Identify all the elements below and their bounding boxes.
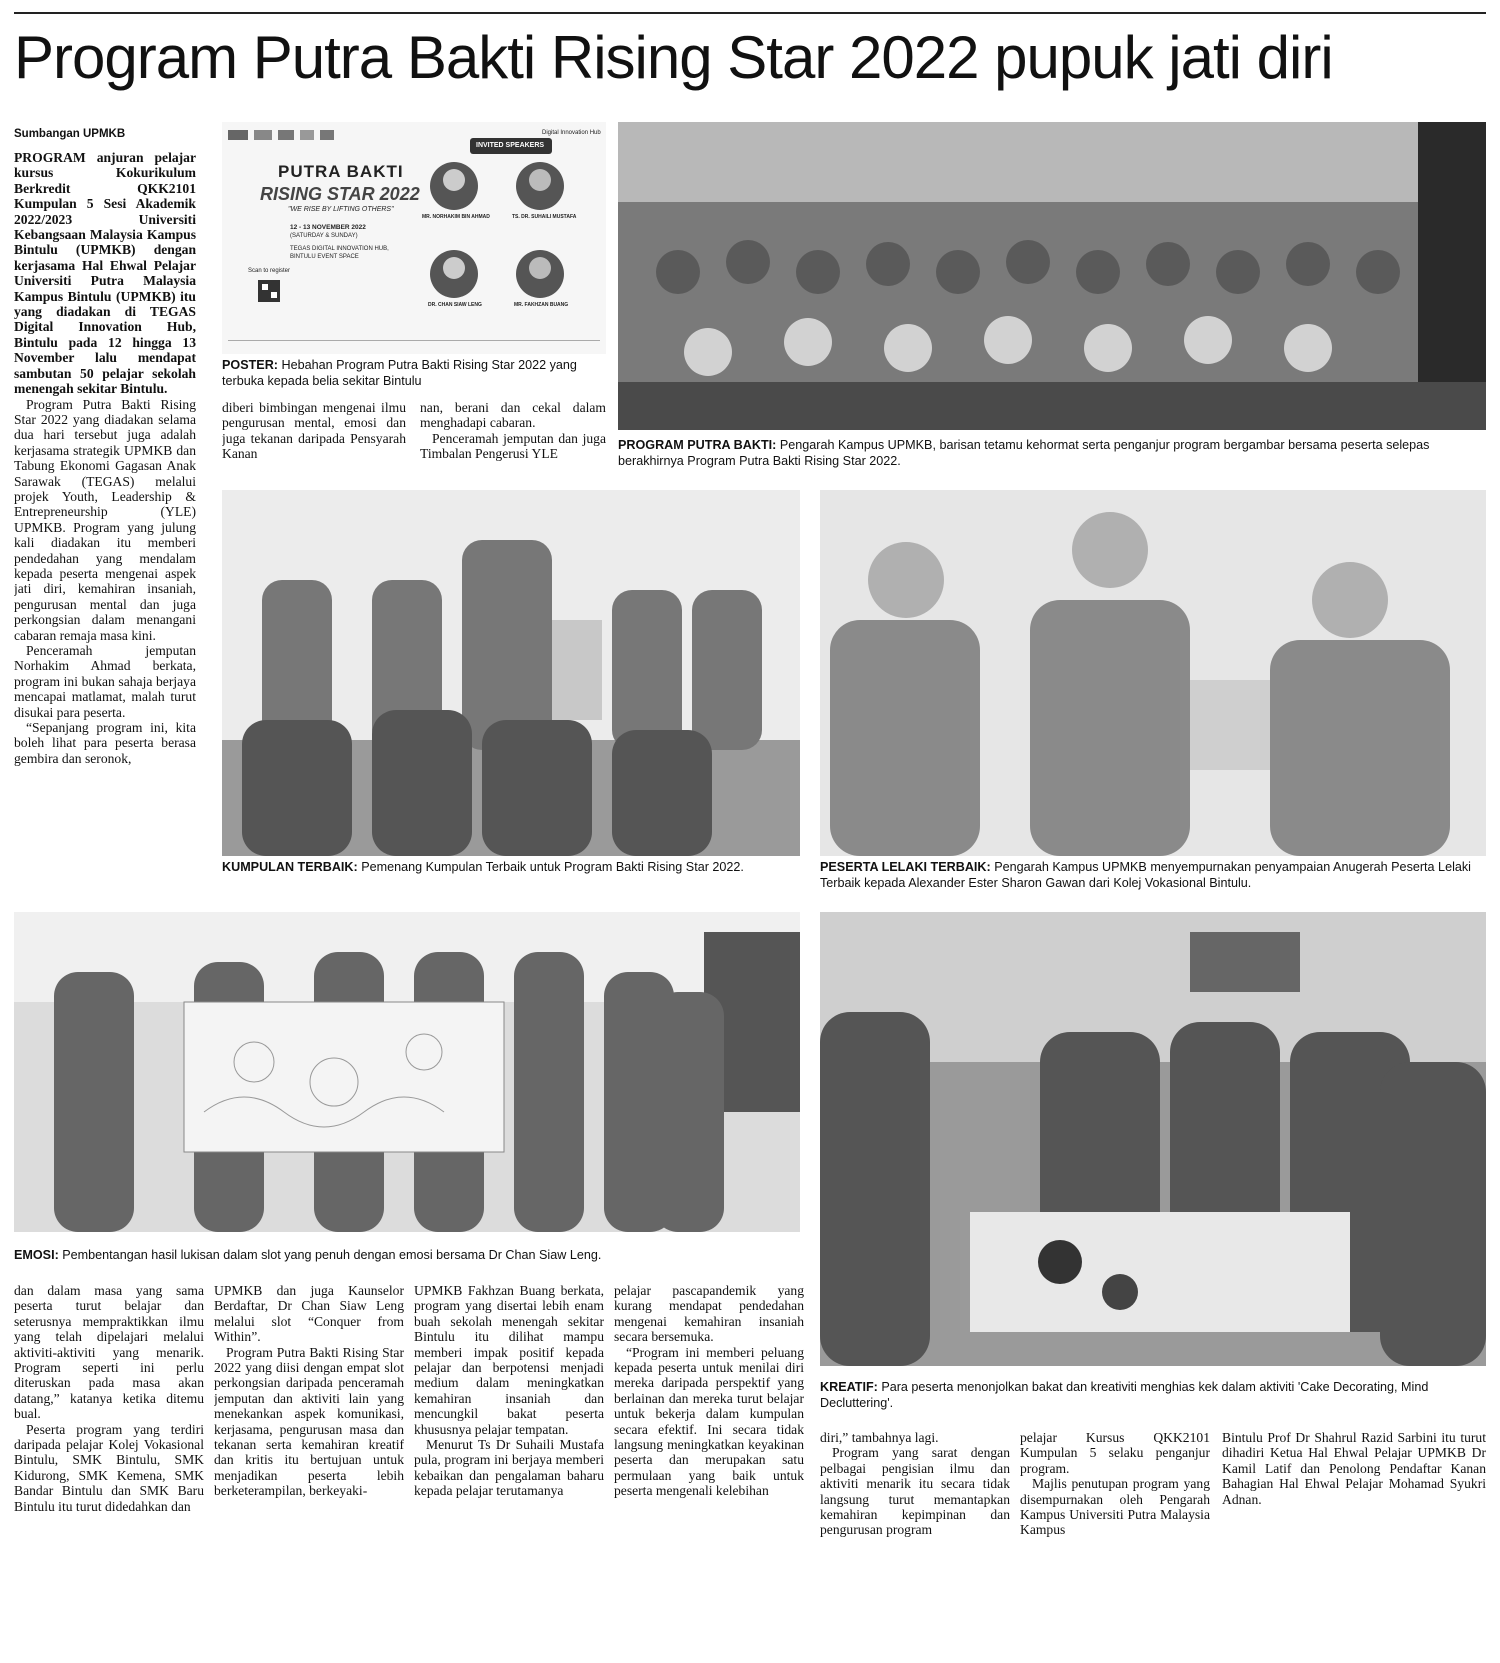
cake-photo-graphic (820, 912, 1486, 1366)
paragraph: Program Putra Bakti Rising Star 2022 yang diisi dengan empat slot perkongsian daripada penceramah jemputan dan aktiviti lain yang menekankan aspek komunikasi, kerjasama, pengurusan masa dan tekanan serta kemahiran kreatif dan kritis itu bertujuan untuk menjadikan peserta lebih berketerampilan, berkeyaki- (214, 1344, 404, 1499)
paragraph: diberi bimbingan mengenai ilmu pengurusan mental, emosi dan juga tekanan daripada Pensyarah Kanan (222, 400, 406, 462)
cake-caption: KREATIF: Para peserta menonjolkan bakat dan kreativiti menghias kek dalam aktiviti 'Cake Decorating, Mind Decluttering'. (820, 1380, 1429, 1410)
paragraph: pelajar pascapandemik yang kurang mendapat pendedahan mengenai kemahiran insaniah secara bersemuka. (614, 1283, 804, 1345)
poster-tagline: "WE RISE BY LIFTING OTHERS" (288, 206, 394, 213)
article-bottom-col-7 (1222, 1430, 1486, 1657)
poster-image (222, 122, 606, 354)
article-bottom-col-3 (414, 1283, 604, 1657)
top-rule (14, 12, 1486, 14)
poster-scan: Scan to register (248, 268, 291, 274)
article-bottom-col-5 (820, 1430, 1010, 1657)
poster-speakers-label: INVITED SPEAKERS (476, 142, 545, 149)
team-photo (222, 490, 800, 856)
group-photo-graphic (618, 122, 1486, 430)
article-col-3-top (420, 400, 606, 476)
poster-venue-1: TEGAS DIGITAL INNOVATION HUB, (290, 246, 389, 252)
drawing-caption: EMOSI: Pembentangan hasil lukisan dalam slot yang penuh dengan emosi bersama Dr Chan Siaw Leng. (14, 1248, 602, 1262)
paragraph: “Program ini memberi peluang kepada peserta untuk menilai diri mereka daripada perspektif yang berlainan dan mereka turut belajar untuk bekerja dalam kumpulan secara efektif. Ini secara tidak langsung meningkatkan keyakinan peserta dan merupakan satu permulaan yang baik untuk peserta mengenali kelebihan (614, 1344, 804, 1499)
paragraph: Penceramah jemputan dan juga Timbalan Pengerusi YLE (420, 430, 606, 462)
paragraph: Program Putra Bakti Rising Star 2022 yang diadakan selama dua hari tersebut juga adalah kerjasama strategik UPMKB dan Tabung Ekonomi Gagasan Anak Sarawak (TEGAS) melalui projek Youth, Leadership & Entrepreneurship (YLE) UPMKB. Program yang julung kali diadakan itu memberi pendedahan yang mendalam kepada peserta mengenai aspek jati diri, kemahiran insaniah, pengurusan mental dan juga perkongsian dalam menangani cabaran remaja masa kini. (14, 396, 196, 643)
group-caption: PROGRAM PUTRA BAKTI: Pengarah Kampus UPMKB, barisan tetamu kehormat serta penganjur program bergambar bersama peserta selepas berakhirnya Program Putra Bakti Rising Star 2022. (618, 438, 1430, 468)
lead-paragraph: anjuran pelajar kursus Kokurikulum Berkredit QKK2101 Kumpulan 5 Sesi Akademik 2022/2023 Universiti Kebangsaan Malaysia Kampus Bintulu (UPMKB) dengan kerjasama Hal Ehwal Pelajar Universiti Putra Malaysia Kampus Bintulu (UPMKB) itu yang diadakan di TEGAS Digital Innovation Hub, Bintulu pada 12 hingga 13 November lalu mendapat sambutan 50 pelajar sekolah menengah sekitar Bintulu. (14, 150, 196, 397)
headline: Program Putra Bakti Rising Star 2022 pupuk jati diri (14, 24, 1333, 91)
paragraph: Majlis penutupan program yang disempurnakan oleh Pengarah Kampus Universiti Putra Malaysia Kampus (1020, 1476, 1210, 1538)
paragraph: nan, berani dan cekal dalam menghadapi cabaran. (420, 400, 606, 431)
poster-title: PUTRA BAKTI (278, 162, 404, 181)
paragraph: Program yang sarat dengan pelbagai pengisian ilmu dan aktiviti menarik itu secara tidak langsung turut memantapkan kemahiran kepimpinan dan pengurusan program (820, 1445, 1010, 1538)
paragraph: UPMKB dan juga Kaunselor Berdaftar, Dr Chan Siaw Leng melalui slot “Conquer from Within”. (214, 1283, 404, 1345)
byline: Sumbangan UPMKB (14, 128, 126, 140)
poster-date: 12 - 13 NOVEMBER 2022 (290, 224, 366, 231)
article-col-1 (14, 150, 196, 872)
poster-speaker-4: MR. FAKHZAN BUANG (514, 302, 569, 308)
paragraph: Bintulu Prof Dr Shahrul Razid Sarbini itu turut dihadiri Ketua Hal Ehwal Pelajar UPMKB Dr Kamil Latif dan Penolong Pendaftar Kanan Bahagian Hal Ehwal Pelajar Mohamad Syukri Adnan. (1222, 1430, 1486, 1507)
paragraph: Penceramah jemputan Norhakim Ahmad berkata, program ini bukan sahaja berjaya mencapai matlamat, malah turut disukai para peserta. (14, 643, 196, 720)
paragraph: UPMKB Fakhzan Buang berkata, program yang disertai lebih enam buah sekolah menengah sekitar Bintulu itu dilihat mampu memberi impak positif kepada pelajar dan berpotensi menjadi medium dalam meningkatkan kemahiran insaniah dan mencungkil bakat peserta khususnya pelajar tempatan. (414, 1283, 604, 1437)
paragraph: “Sepanjang program ini, kita boleh lihat para peserta berasa gembira dan seronok, (14, 720, 196, 766)
cake-photo (820, 912, 1486, 1366)
paragraph: Peserta program yang terdiri daripada pelajar Kolej Vokasional Bintulu, SMK Bintulu, SMK Kidurong, SMK Kemena, SMK Bandar Bintulu dan SMK Baru Bintulu itu turut didedahkan dan (14, 1421, 204, 1514)
award-caption: PESERTA LELAKI TERBAIK: Pengarah Kampus UPMKB menyempurnakan penyampaian Anugerah Peserta Lelaki Terbaik kepada Alexander Ester Sharon Gawan dari Kolej Vokasional Bintulu. (820, 860, 1471, 890)
poster-speaker-2: TS. DR. SUHAILI MUSTAFA (512, 214, 577, 220)
poster-graphic (222, 122, 606, 354)
team-caption: KUMPULAN TERBAIK: Pemenang Kumpulan Terbaik untuk Program Bakti Rising Star 2022. (222, 860, 744, 874)
paragraph: diri,” tambahnya lagi. (820, 1430, 939, 1445)
poster-dih: Digital Innovation Hub (542, 130, 601, 136)
poster-days: (SATURDAY & SUNDAY) (290, 233, 358, 239)
poster-venue-2: BINTULU EVENT SPACE (290, 254, 359, 260)
article-col-2-top (222, 400, 406, 476)
drawing-photo-graphic (14, 912, 800, 1232)
award-photo (820, 490, 1486, 856)
award-photo-graphic (820, 490, 1486, 856)
article-bottom-col-2 (214, 1283, 404, 1657)
paragraph: pelajar Kursus QKK2101 Kumpulan 5 selaku penganjur program. (1020, 1430, 1210, 1476)
poster-speaker-1: MR. NORHAKIM BIN AHMAD (422, 214, 490, 220)
lead-word: PROGRAM (14, 150, 86, 165)
team-photo-graphic (222, 490, 800, 856)
poster-caption: POSTER: Hebahan Program Putra Bakti Rising Star 2022 yang terbuka kepada belia sekitar Bintulu (222, 358, 577, 388)
paragraph: Menurut Ts Dr Suhaili Mustafa pula, program ini berjaya memberi kebaikan dan pengalaman baharu kepada pelajar terutamanya (414, 1437, 604, 1499)
article-bottom-col-1 (14, 1283, 204, 1657)
poster-subtitle: RISING STAR 2022 (260, 184, 420, 204)
article-bottom-col-4 (614, 1283, 804, 1657)
paragraph: dan dalam masa yang sama peserta turut belajar dan seterusnya mempraktikkan ilmu yang telah dipelajari melalui aktiviti-aktiviti yang menarik. Program seperti ini perlu diteruskan pada masa akan datang,” katanya ketika ditemu bual. (14, 1283, 204, 1422)
group-photo (618, 122, 1486, 430)
poster-speaker-3: DR. CHAN SIAW LENG (428, 302, 482, 308)
drawing-photo (14, 912, 800, 1232)
article-bottom-col-6 (1020, 1430, 1210, 1657)
